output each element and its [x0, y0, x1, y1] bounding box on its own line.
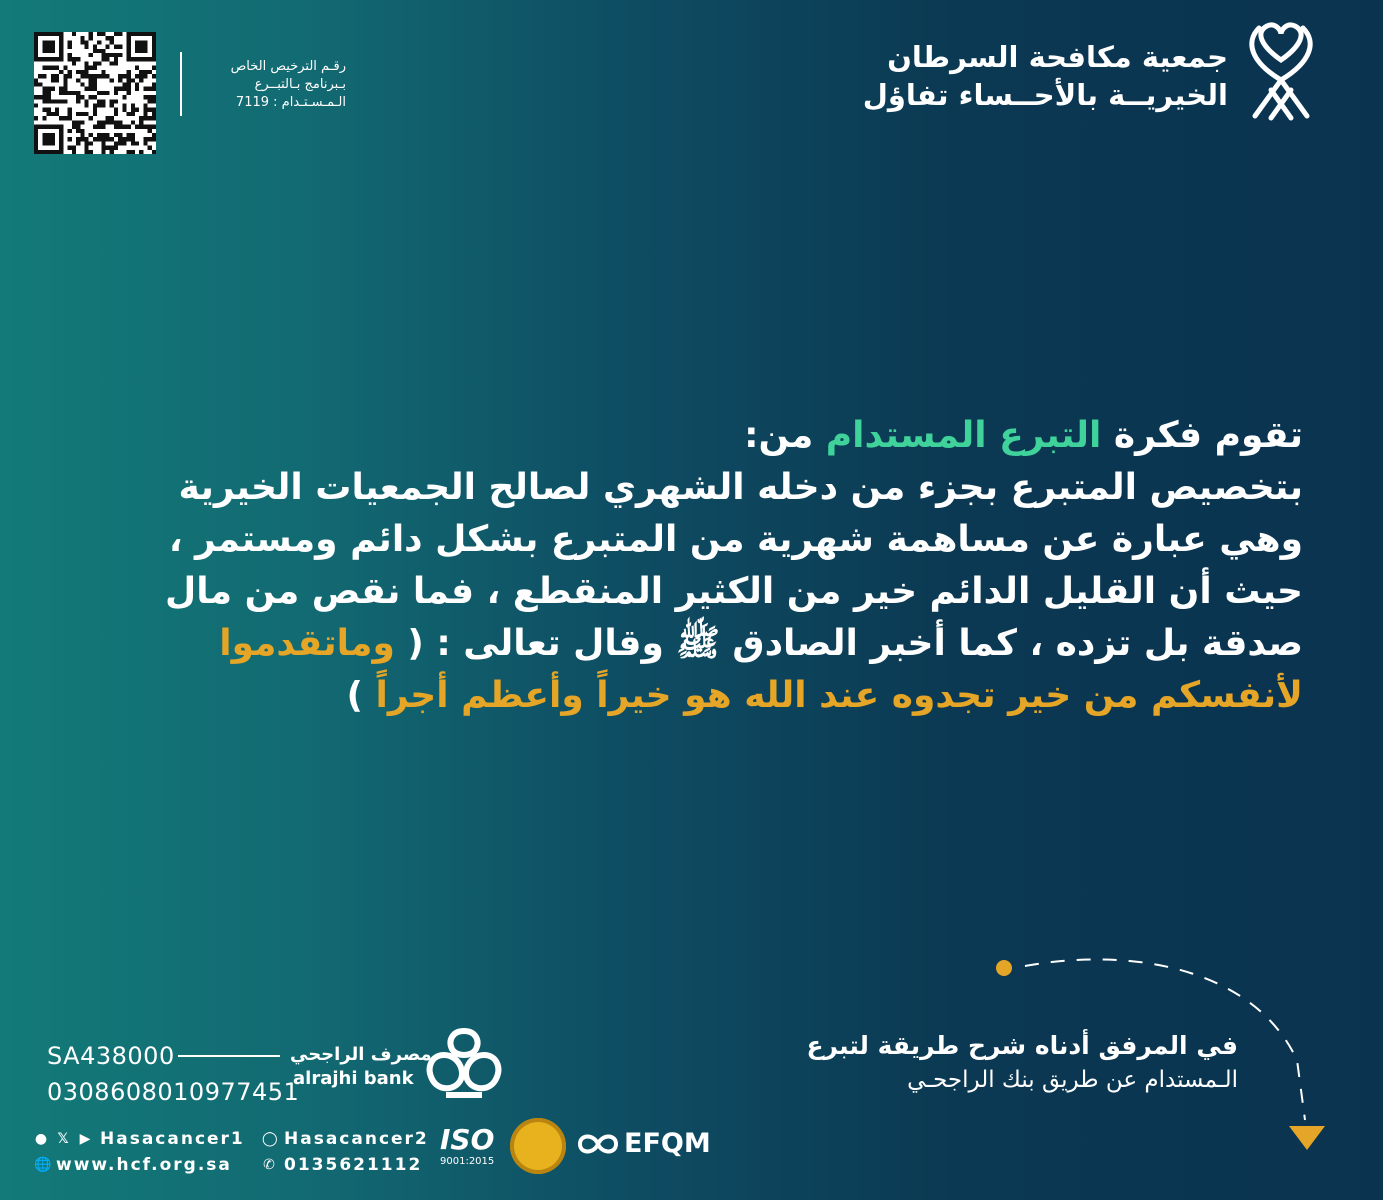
org-name-line2: الخيريــة بالأحــساء تفاؤل — [862, 78, 1228, 112]
main-line5: صدقة بل تزده ، كما أخبر الصادق ﷺ وقال تعالى : ( — [394, 623, 1303, 664]
website-link[interactable]: www.hcf.org.sa — [56, 1155, 232, 1175]
instagram-icon[interactable]: ◯ — [262, 1131, 280, 1147]
org-name-line1: جمعية مكافحة السرطان — [887, 40, 1228, 74]
main-line2: بتخصيص المتبرع بجزء من دخله الشهري لصالح الجمعيات الخيرية — [178, 467, 1303, 508]
bank-name-english: alrajhi bank — [293, 1068, 414, 1089]
bank-name-arabic: مصرف الراجحي — [290, 1044, 432, 1065]
quote-close: ) — [346, 675, 376, 716]
main-part1: تقوم فكرة — [1101, 415, 1303, 456]
social-handle-2[interactable]: Hasacancer2 — [284, 1129, 429, 1149]
license-text — [196, 58, 346, 112]
globe-icon: 🌐 — [34, 1157, 54, 1173]
iso-label: ISO — [440, 1123, 495, 1156]
phone-icon: ✆ — [263, 1157, 277, 1173]
efqm-badge — [576, 1128, 711, 1159]
sustainable-donation-highlight: التبرع المستدام — [825, 415, 1102, 456]
main-paragraph — [123, 410, 1303, 722]
website-row — [34, 1155, 232, 1175]
main-line1 — [123, 410, 1303, 462]
award-seal-icon — [510, 1118, 566, 1174]
ribbon-heart-logo-icon — [1241, 18, 1321, 122]
alrajhi-logo-icon — [424, 1025, 504, 1103]
snapchat-icon[interactable]: ● — [34, 1131, 50, 1147]
attachment-note — [806, 1028, 1238, 1096]
social-row-2 — [262, 1129, 429, 1149]
iso-number: 9001:2015 — [440, 1156, 495, 1167]
iban-connector-line — [178, 1055, 280, 1057]
iban-part2: 0308608010977451 — [47, 1078, 300, 1106]
phone-number[interactable]: 0135621112 — [284, 1155, 423, 1175]
x-icon[interactable]: 𝕏 — [57, 1131, 71, 1147]
youtube-icon[interactable]: ▶ — [79, 1131, 93, 1147]
social-handle-1[interactable]: Hasacancer1 — [100, 1129, 245, 1149]
license-line2: بـبرنامج بـالتبــرع — [254, 77, 346, 92]
note-line2: الـمستدام عن طريق بنك الراجحـي — [907, 1067, 1238, 1093]
license-divider — [180, 52, 182, 116]
iso-badge — [440, 1124, 498, 1176]
main-part2: من: — [744, 415, 826, 456]
license-line1: رقـم الترخيص الخاص — [230, 59, 346, 74]
main-line3: وهي عبارة عن مساهمة شهرية من المتبرع بشكل دائم ومستمر ، — [168, 519, 1303, 560]
quran-quote: وماتقدموا لأنفسكم من خير تجدوه عند الله هو خيراً وأعظم أجراً — [219, 623, 1303, 716]
org-name — [863, 38, 1228, 114]
efqm-infinity-icon — [576, 1131, 620, 1157]
main-line4: حيث أن القليل الدائم خير من الكثير المنقطع ، فما نقص من مال — [165, 571, 1303, 612]
main-line5-and-quote — [123, 618, 1303, 722]
note-line1: في المرفق أدناه شرح طريقة لتبرع — [806, 1031, 1238, 1060]
efqm-label: EFQM — [624, 1128, 711, 1159]
license-line3: الـمـسـتـدام : 7119 — [235, 95, 346, 110]
phone-row — [262, 1155, 422, 1175]
qr-code-icon[interactable] — [34, 32, 156, 154]
iban-part1: SA438000 — [47, 1042, 175, 1070]
social-row-1 — [34, 1129, 245, 1149]
